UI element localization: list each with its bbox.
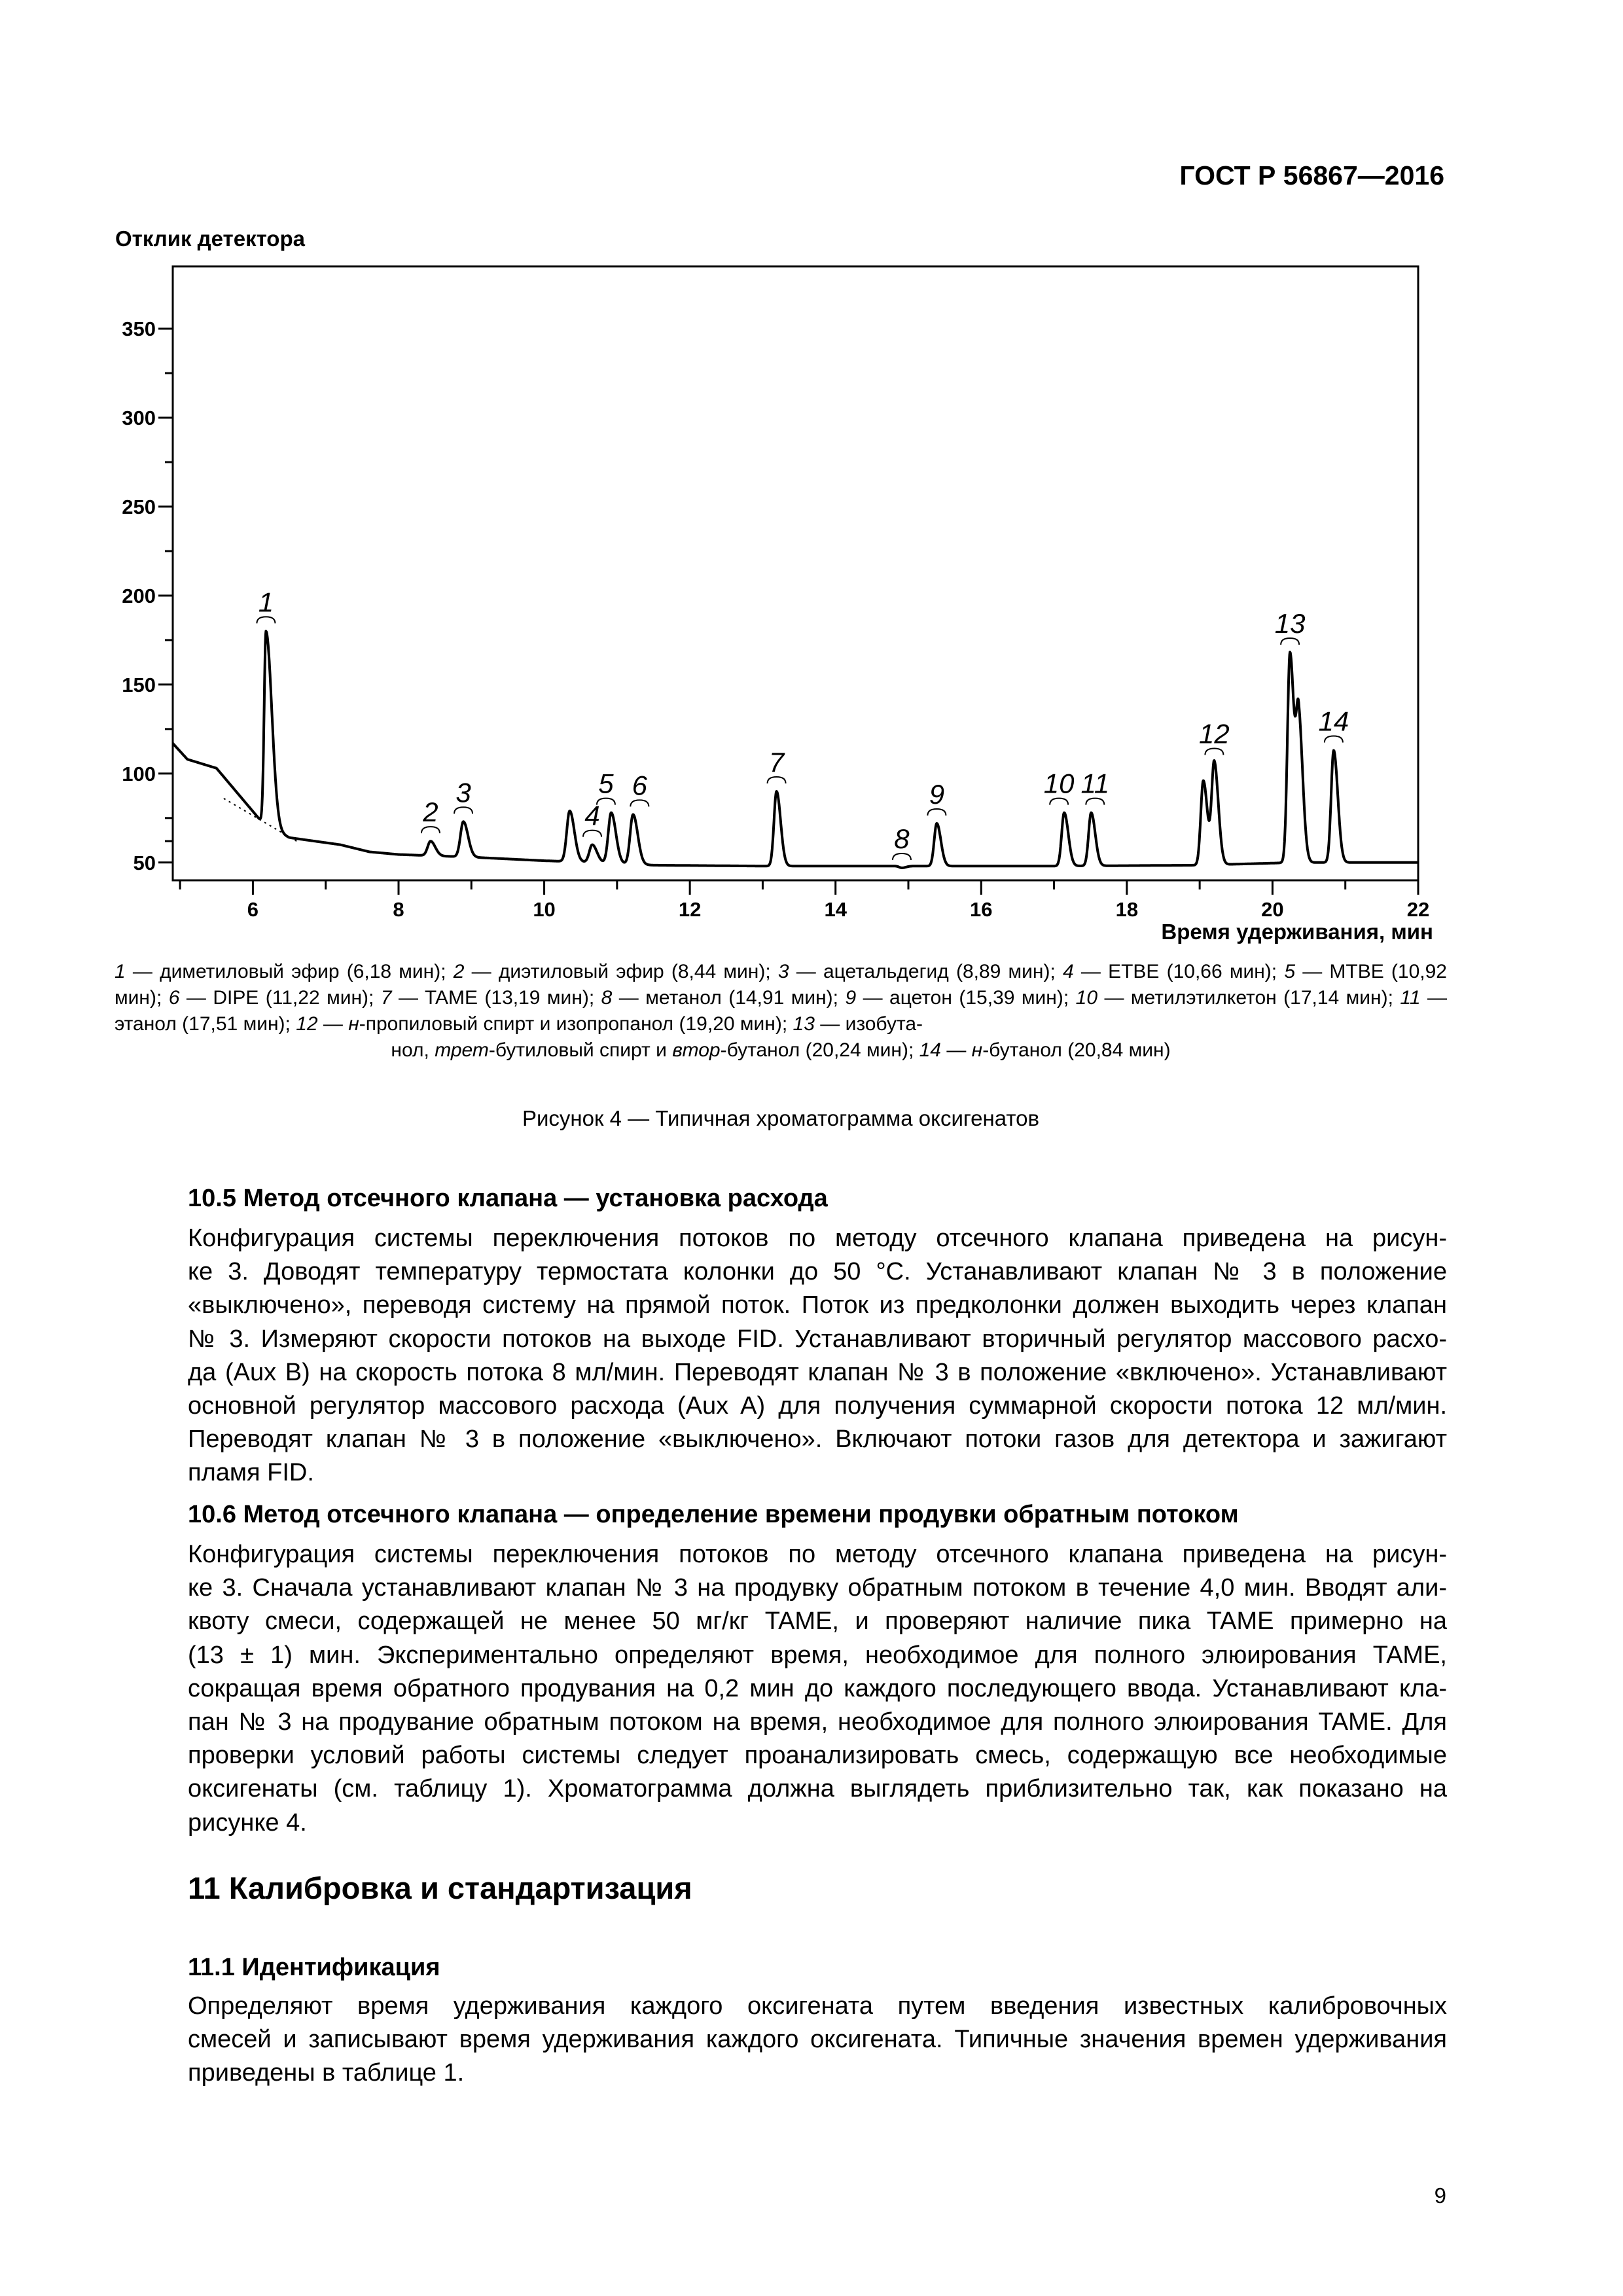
peak-label: 1 (258, 586, 274, 618)
peak-bracket (1325, 736, 1343, 743)
x-tick-label: 22 (1406, 898, 1430, 921)
legend-item-number: 5 (1284, 961, 1296, 982)
peak-label: 8 (894, 823, 910, 854)
section-10-6-line: проверки условий работы системы следует проанализировать смесь, содержащую все необходимые (188, 1742, 1447, 1770)
peak-label: 7 (768, 747, 785, 778)
peak-label: 10 (1043, 768, 1075, 799)
section-10-5-line: Переводят клапан № 3 в положение «выключено». Включают потоки газов для детектора и зажигают (188, 1426, 1447, 1454)
peak-label: 6 (632, 770, 648, 801)
peak-bracket (893, 853, 911, 860)
legend-item-text: — DIPE (11,22 мин); (179, 987, 381, 1009)
section-10-6-title: 10.6 Метод отсечного клапана — определение времени продувки обратным потоком (188, 1501, 1239, 1528)
plot-frame (173, 266, 1418, 880)
peak-bracket (630, 800, 649, 806)
y-axis-label: Отклик детектора (115, 226, 305, 251)
y-tick-label: 300 (122, 406, 156, 430)
legend-item-text: — диэтиловый эфир (8,44 мин); (464, 961, 778, 982)
legend-item-number: 10 (1075, 987, 1098, 1009)
section-11-1-line: Определяют время удерживания каждого оксигената путем введения известных калибровочных (188, 1992, 1447, 2020)
section-11-title: 11 Калибровка и стандартизация (188, 1871, 692, 1905)
legend-item-number: 6 (168, 987, 180, 1009)
legend-item-number: 12 (296, 1013, 318, 1035)
section-10-5-line: «выключено», переводя систему на прямой поток. Поток из предколонки должен выходить через клапан (188, 1291, 1447, 1319)
figure-caption: Рисунок 4 — Типичная хроматограмма оксигенатов (522, 1106, 1040, 1130)
legend-item-number: 1 (115, 961, 126, 982)
x-tick-label: 6 (247, 898, 259, 921)
legend-item-text: — (317, 1013, 349, 1035)
peak-bracket (454, 807, 473, 814)
legend-item-number: 2 (453, 961, 465, 982)
peak-label: 2 (423, 797, 438, 828)
section-10-5-title: 10.5 Метод отсечного клапана — установка расхода (188, 1185, 828, 1212)
section-10-6-line: Конфигурация системы переключения потоков по методу отсечного клапана приведена на рисун- (188, 1541, 1447, 1568)
page-number: 9 (1434, 2183, 1446, 2208)
figure-legend: 1 — диметиловый эфир (6,18 мин); 2 — диэтиловый эфир (8,44 мин); 3 — ацетальдегид (8,89 мин); 4 — ETBE (10,66 мин); 5 — MTBE (10,92 мин); 6 — DIPE (11,22 мин); 7 — TAME (13,19 мин); 8 — метанол (14,91 мин); 9 — ацетон (15,39 мин); 10 — метилэтилкетон (17,14 мин); 11 — этанол (17,51 мин); 12 — н-пропиловый спирт и изопропанол (19,20 мин); 13 — изобута- нол, трет-бутиловый спирт и втор-бутанол (20,24 мин); 14 — н-бутанол (20,84 мин) (115, 961, 1447, 1061)
peak-label: 12 (1199, 718, 1230, 749)
section-11-1-line: приведены в таблице 1. (188, 2059, 465, 2087)
section-10-6-line: квоту смеси, содержащей не менее 50 мг/кг TAME, и проверяют наличие пика TAME примерно на (188, 1607, 1447, 1636)
section-10-6-text (188, 1538, 1447, 1840)
section-10-6-line: оксигенаты (см. таблицу 1). Хроматограмма должна выглядеть приблизительно так, как показано на (188, 1775, 1447, 1803)
section-10-5-text (188, 1222, 1447, 1490)
chromatogram-chart (98, 223, 1446, 956)
x-tick-label: 20 (1261, 898, 1284, 921)
peak-label: 5 (598, 768, 614, 799)
section-11-1-line: смесей и записывают время удерживания каждого оксигената. Типичные значения времен удерживания (188, 2026, 1447, 2054)
peak-bracket (1281, 638, 1299, 645)
y-tick-label: 50 (133, 851, 156, 874)
legend-item-text: — MTBE (10,92 мин); (115, 961, 1447, 1009)
section-11-1-text (188, 1990, 1447, 2090)
legend-item-text: — ацетальдегид (8,89 мин); (789, 961, 1063, 982)
x-tick-label: 12 (678, 898, 702, 921)
peak-label: 14 (1318, 706, 1349, 737)
legend-item-text: — TAME (13,19 мин); (391, 987, 601, 1009)
legend-item-text: — ETBE (10,66 мин); (1073, 961, 1285, 982)
peak-bracket (1205, 749, 1223, 755)
legend-item-text: — ацетон (15,39 мин); (856, 987, 1076, 1009)
x-axis-label: Время удерживания, мин (1161, 920, 1433, 944)
y-tick-label: 150 (122, 673, 156, 696)
section-10-5-line: да (Aux B) на скорость потока 8 мл/мин. Переводят клапан № 3 в положение «включено». Устанавливают (188, 1358, 1447, 1386)
x-tick-label: 8 (393, 898, 404, 921)
legend-item-text: — метилэтилкетон (17,14 мин); (1097, 987, 1400, 1009)
legend-item-text: — метанол (14,91 мин); (612, 987, 846, 1009)
baseline-dotted (224, 798, 296, 841)
x-tick-label: 14 (824, 898, 847, 921)
legend-item-number: 4 (1063, 961, 1074, 982)
section-10-5-line: ке 3. Доводят температуру термостата колонки до 50 °C. Устанавливают клапан № 3 в положение (188, 1258, 1447, 1286)
chromatogram-trace (173, 631, 1418, 868)
peak-bracket (257, 617, 275, 623)
legend-item-number: 3 (777, 961, 789, 982)
legend-item-number: 8 (601, 987, 613, 1009)
legend-item-text: — этанол (17,51 мин); (115, 987, 1447, 1035)
y-tick-label: 100 (122, 762, 156, 785)
peak-label: 3 (455, 777, 471, 808)
section-10-6-line: (13 ± 1) мин. Экспериментально определяют время, необходимое для полного элюирования TAME, (188, 1641, 1447, 1669)
peak-bracket (927, 809, 946, 816)
y-tick-label: 200 (122, 584, 156, 607)
legend-item-text: — диметиловый эфир (6,18 мин); (125, 961, 454, 982)
y-tick-label: 250 (122, 495, 156, 519)
peak-bracket (1086, 798, 1104, 805)
legend-item-number: 9 (845, 987, 857, 1009)
peak-label: 13 (1274, 607, 1306, 639)
legend-item-number: 7 (380, 987, 392, 1009)
peak-label: 9 (929, 778, 945, 810)
x-tick-label: 10 (533, 898, 556, 921)
x-tick-label: 18 (1115, 898, 1139, 921)
section-10-6-line: рисунке 4. (188, 1808, 307, 1837)
section-10-5-line: основной регулятор массового расхода (Aux A) для получения суммарной скорости потока 12 мл/мин. (188, 1392, 1447, 1420)
peak-bracket (1050, 798, 1068, 805)
section-10-6-line: пан № 3 на продувание обратным потоком на время, необходимое для полного элюирования TAME. Для (188, 1708, 1447, 1736)
peak-bracket (583, 831, 601, 837)
peak-label: 11 (1080, 768, 1110, 799)
section-10-6-line: ке 3. Сначала устанавливают клапан № 3 на продувку обратным потоком в течение 4,0 мин. Вводят али- (188, 1574, 1447, 1602)
peak-bracket (768, 777, 786, 783)
section-10-5-line: Конфигурация системы переключения потоков по методу отсечного клапана приведена на рисун- (188, 1225, 1447, 1252)
section-10-5-line: пламя FID. (188, 1459, 314, 1487)
section-11-1-title: 11.1 Идентификация (188, 1954, 440, 1981)
document-code: ГОСТ Р 56867—2016 (1179, 160, 1444, 190)
peak-bracket (421, 827, 440, 833)
y-tick-label: 350 (122, 317, 156, 341)
section-10-5-line: № 3. Измеряют скорости потоков на выходе FID. Устанавливают вторичный регулятор массового расхо- (188, 1325, 1447, 1353)
legend-item-number: 11 (1400, 987, 1421, 1009)
x-tick-label: 16 (970, 898, 993, 921)
peak-label: 4 (584, 800, 600, 831)
section-10-6-line: сокращая время обратного продувания на 0,2 мин до каждого последующего ввода. Устанавливают кла- (188, 1674, 1447, 1702)
